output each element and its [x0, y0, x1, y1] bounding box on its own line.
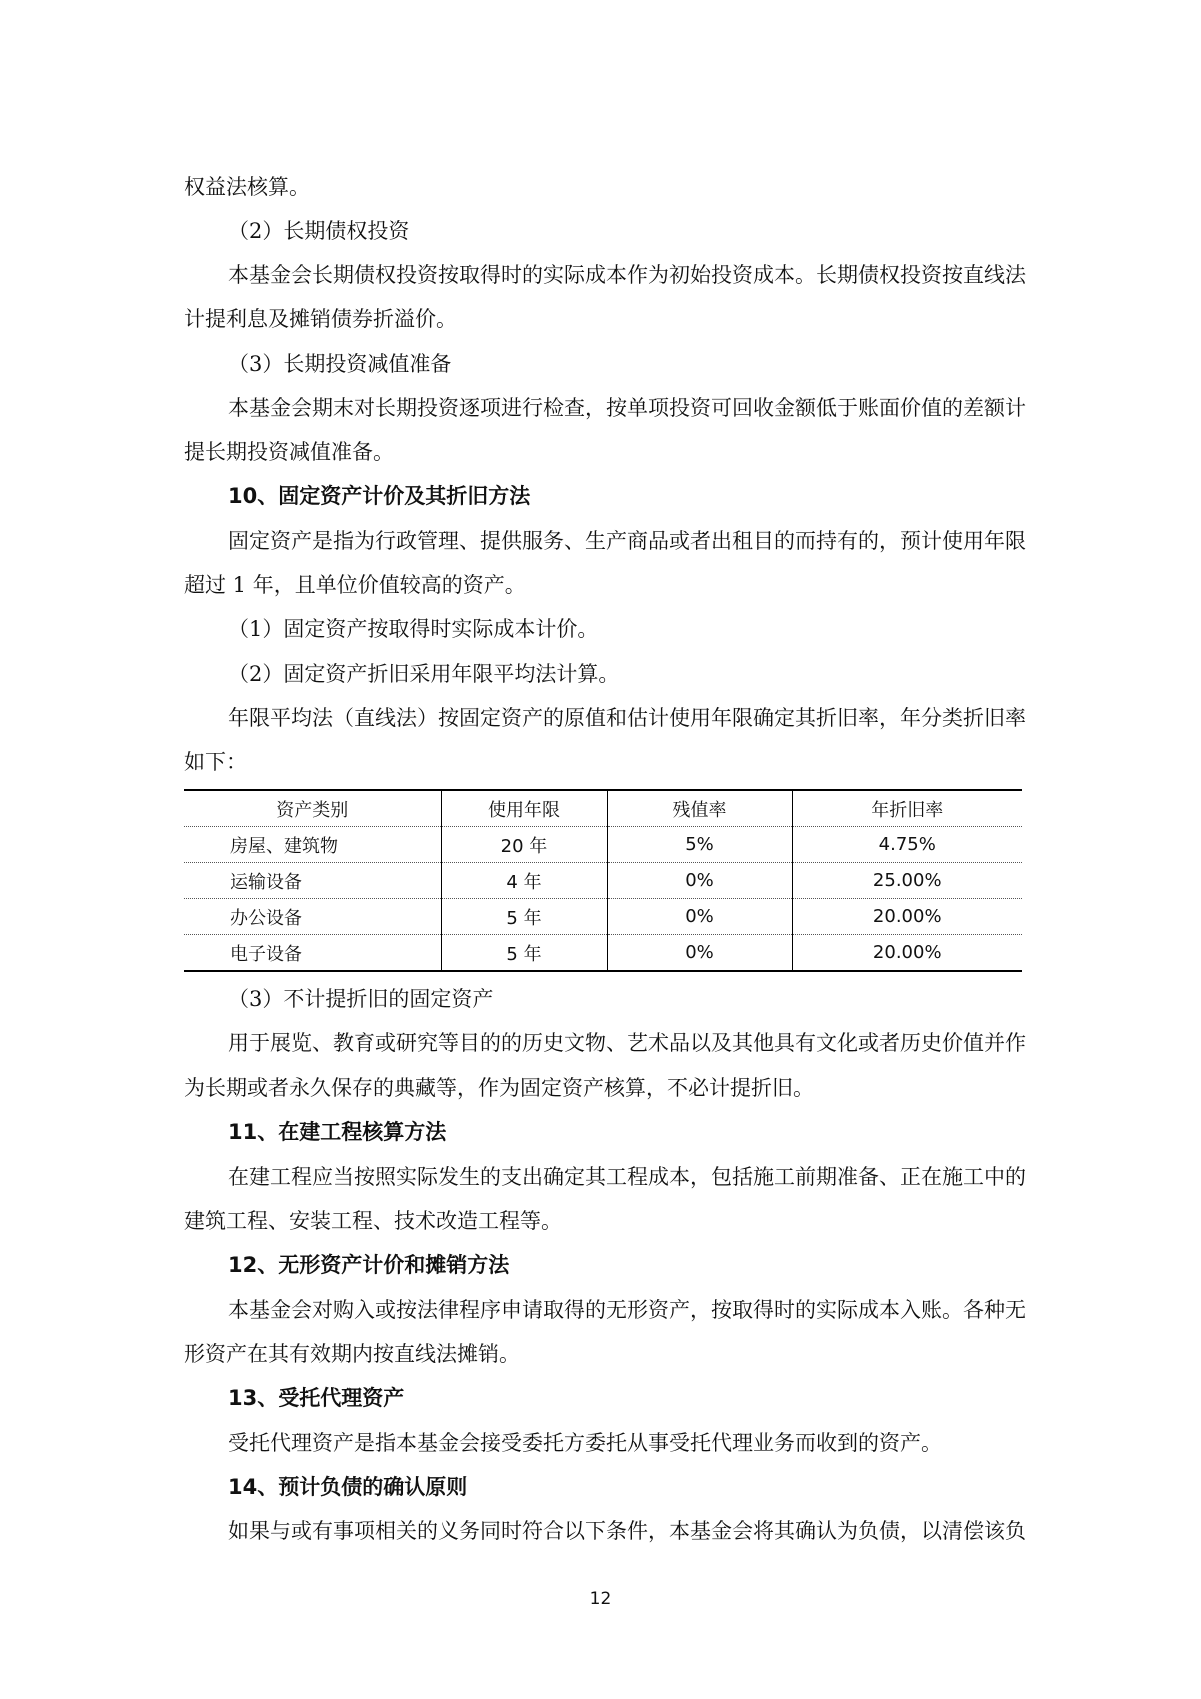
paragraph-line: 形资产在其有效期内按直线法摊销。: [184, 1342, 520, 1366]
table-cell: 5 年: [441, 899, 607, 935]
paragraph-line: 本基金会期末对长期投资逐项进行检查，按单项投资可回收金额低于账面价值的差额计: [228, 396, 1026, 420]
table-row: [184, 899, 1022, 935]
table-cell: 电子设备: [230, 943, 302, 965]
table-cell: 办公设备: [184, 899, 441, 935]
table-row: [184, 827, 1022, 863]
section-heading: 14、预计负债的确认原则: [228, 1475, 468, 1499]
table-cell: 房屋、建筑物: [184, 827, 441, 863]
table-cell: 20.00%: [792, 935, 1022, 972]
depreciation-rate-table: [184, 789, 1022, 972]
table-header-cell: 资产类别: [184, 790, 441, 827]
page-number: 12: [589, 1589, 612, 1609]
subsection-heading: （3）不计提折旧的固定资产: [228, 987, 494, 1011]
table-header-cell: 年折旧率: [792, 790, 1022, 827]
paragraph-line: 年限平均法（直线法）按固定资产的原值和估计使用年限确定其折旧率，年分类折旧率: [228, 706, 1026, 730]
section-heading: 12、无形资产计价和摊销方法: [228, 1253, 510, 1277]
table-cell: 4.75%: [792, 827, 1022, 863]
table-cell: 0%: [607, 899, 792, 935]
table-header-cell: 使用年限: [441, 790, 607, 827]
subsection-heading: （3）长期投资减值准备: [228, 352, 452, 376]
subsection-heading: （2）固定资产折旧采用年限平均法计算。: [228, 662, 620, 686]
table-row: [184, 863, 1022, 899]
table-cell: 0%: [607, 935, 792, 972]
section-heading: 10、固定资产计价及其折旧方法: [228, 484, 531, 508]
paragraph-line: 计提利息及摊销债券折溢价。: [184, 307, 457, 331]
paragraph-line: 本基金会对购入或按法律程序申请取得的无形资产，按取得时的实际成本入账。各种无: [228, 1298, 1026, 1322]
paragraph-line: 建筑工程、安装工程、技术改造工程等。: [184, 1209, 562, 1233]
paragraph-line: 在建工程应当按照实际发生的支出确定其工程成本，包括施工前期准备、正在施工中的: [228, 1165, 1026, 1189]
table-cell: 运输设备: [184, 863, 441, 899]
table-cell: 5 年: [441, 935, 607, 972]
table-cell: 20.00%: [792, 899, 1022, 935]
paragraph-line: 超过 1 年，且单位价值较高的资产。: [184, 573, 526, 597]
table-cell: 25.00%: [792, 863, 1022, 899]
paragraph-line: 如下：: [184, 750, 247, 774]
paragraph-line: 受托代理资产是指本基金会接受委托方委托从事受托代理业务而收到的资产。: [228, 1431, 942, 1455]
subsection-heading: （2）长期债权投资: [228, 219, 410, 243]
paragraph-line: 固定资产是指为行政管理、提供服务、生产商品或者出租目的而持有的，预计使用年限: [228, 529, 1026, 553]
paragraph-line: 提长期投资减值准备。: [184, 440, 394, 464]
table-cell: 0%: [607, 863, 792, 899]
table-cell: 4 年: [441, 863, 607, 899]
paragraph-line: 权益法核算。: [184, 175, 310, 199]
subsection-heading: （1）固定资产按取得时实际成本计价。: [228, 617, 599, 641]
paragraph-line: 为长期或者永久保存的典藏等，作为固定资产核算，不必计提折旧。: [184, 1076, 814, 1100]
paragraph-line: 本基金会长期债权投资按取得时的实际成本作为初始投资成本。长期债权投资按直线法: [228, 263, 1026, 287]
table-cell: 5%: [607, 827, 792, 863]
table-header-row: [184, 790, 1022, 827]
table-row: [184, 935, 1022, 972]
paragraph-line: 用于展览、教育或研究等目的的历史文物、艺术品以及其他具有文化或者历史价值并作: [228, 1031, 1026, 1055]
section-heading: 11、在建工程核算方法: [228, 1120, 447, 1144]
section-heading: 13、受托代理资产: [228, 1386, 405, 1410]
table-cell: 20 年: [441, 827, 607, 863]
table-header-cell: 残值率: [607, 790, 792, 827]
paragraph-line: 如果与或有事项相关的义务同时符合以下条件，本基金会将其确认为负债，以清偿该负: [228, 1519, 1026, 1543]
